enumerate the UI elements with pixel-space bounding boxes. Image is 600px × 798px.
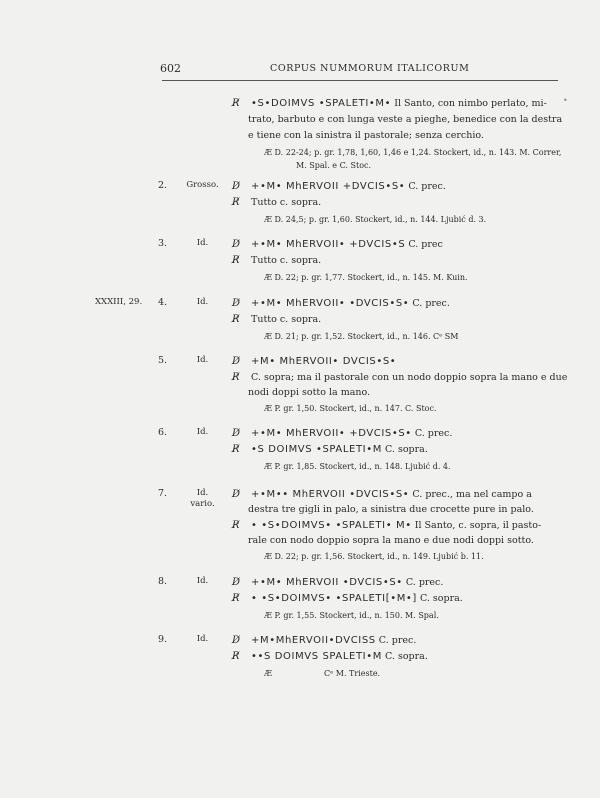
- reverse-description: Tutto c. sopra.: [251, 197, 322, 208]
- running-title: CORPUS NUMMORUM ITALICORUM: [270, 63, 470, 74]
- reference-line: M. Spal. e C. Stoc.: [296, 161, 372, 170]
- reference-line: Æ D. 22-24; p. gr. 1,78, 1,60, 1,46 e 1,24. Stockert, id., n. 143. M. Correr,: [264, 148, 562, 157]
- obverse-legend: +•M• MhERVOII •DVCIS•S•: [251, 577, 403, 588]
- page-header: [160, 62, 560, 78]
- reverse-marker: R̸: [232, 520, 240, 531]
- denomination: Id.: [196, 238, 209, 248]
- obverse-marker: D̸: [232, 298, 241, 309]
- denomination-line: vario.: [190, 499, 215, 509]
- reverse-description-line: trato, barbuto e con lunga veste a pieghe, benedice con la destra: [248, 114, 563, 125]
- reverse-legend: • •S•DOIMVS• •SPALETI• M•: [251, 520, 412, 531]
- reference-line: Æ D. 21; p. gr. 1,52. Stockert, id., n. 146. Cᵉ SM: [264, 332, 459, 341]
- denomination: Id.: [196, 427, 209, 437]
- obverse-description: C. prec: [408, 239, 443, 250]
- reverse-description-line: nodi doppi sotto la mano.: [248, 387, 371, 398]
- obverse-description: C. prec.: [408, 181, 446, 192]
- obverse-marker: D̸: [232, 181, 241, 192]
- reverse-legend: • •S•DOIMVS• •SPALETI[•M•]: [251, 593, 417, 604]
- reference-metal: Æ: [264, 669, 273, 678]
- obverse-description: C. prec., ma nel campo a: [412, 489, 532, 500]
- obverse-marker: D̸: [232, 489, 241, 500]
- reverse-description: Il Santo, c. sopra, il pasto-: [414, 520, 542, 531]
- denomination: Id.: [196, 634, 209, 644]
- reverse-description-line: e tiene con la sinistra il pastorale; senza cerchio.: [248, 130, 484, 141]
- entry-number: 2.: [158, 180, 168, 191]
- reverse-marker: R̸: [232, 593, 240, 604]
- entry-number: 7.: [158, 488, 168, 499]
- entry-number: 9.: [158, 634, 168, 645]
- reference-line: Æ P. gr. 1,50. Stockert, id., n. 147. C. Stoc.: [264, 404, 437, 413]
- entry-number: 5.: [158, 355, 168, 366]
- reverse-marker: R̸: [232, 255, 240, 266]
- obverse-legend: +M• MhERVOII• DVCIS•S•: [251, 356, 397, 367]
- obverse-legend: +•M• MhERVOII• •DVCIS•S•: [251, 298, 410, 309]
- reference-collection: Cᵉ M. Trieste.: [324, 669, 381, 678]
- plate-reference: XXXIII, 29.: [95, 297, 143, 307]
- reverse-legend: •S DOIMVS •SPALETI•M: [251, 444, 382, 455]
- reference-line: Æ D. 24,5; p. gr. 1,60. Stockert, id., n. 144. Ljubić d. 3.: [264, 215, 487, 224]
- denomination: [180, 488, 225, 510]
- reverse-description: C. sopra.: [419, 593, 463, 604]
- obverse-description: C. prec.: [412, 298, 450, 309]
- denomination-line: Id.: [196, 488, 209, 498]
- denomination: Id.: [196, 576, 209, 586]
- reverse-description: C. sopra; ma il pastorale con un nodo doppio sopra la mano e due: [251, 372, 568, 383]
- reverse-marker: R̸: [232, 314, 240, 325]
- obverse-legend: +•M• MhERVOII +DVCIS•S•: [251, 181, 406, 192]
- header-rule: [162, 80, 558, 81]
- denomination: Id.: [196, 355, 209, 365]
- entry-number: 4.: [158, 297, 168, 308]
- obverse-marker: D̸: [232, 428, 241, 439]
- reference-line: Æ D. 22; p. gr. 1,77. Stockert, id., n. 145. M. Kuin.: [264, 273, 468, 282]
- reverse-marker: R̸: [232, 651, 240, 662]
- obverse-legend: +•M•• MhERVOII •DVCIS•S•: [251, 489, 410, 500]
- reverse-marker: R̸: [232, 197, 240, 208]
- denomination: Grosso.: [186, 180, 219, 190]
- obverse-description: C. prec.: [378, 635, 417, 646]
- reverse-description: C. sopra.: [384, 444, 428, 455]
- reverse-description-line: rale con nodo doppio sopra la mano e due nodi doppi sotto.: [248, 535, 534, 546]
- reverse-marker: R̸: [232, 444, 240, 455]
- reverse-description: Tutto c. sopra.: [251, 314, 322, 325]
- reference-line: Æ P. gr. 1,55. Stockert, id., n. 150. M. Spal.: [264, 611, 439, 620]
- obverse-marker: D̸: [232, 577, 241, 588]
- denomination: Id.: [196, 297, 209, 307]
- reference-line: Æ P. gr. 1,85. Stockert, id., n. 148. Ljubić d. 4.: [264, 462, 451, 471]
- obverse-legend: +M•MhERVOII•DVCISS: [251, 635, 376, 646]
- reverse-description: C. sopra.: [384, 651, 428, 662]
- obverse-legend: +•M• MhERVOII• +DVCIS•S: [251, 239, 406, 250]
- reverse-marker: R̸: [232, 98, 240, 109]
- page-number: 602: [160, 62, 181, 75]
- reverse-marker: R̸: [232, 372, 240, 383]
- obverse-legend: +•M• MhERVOII• +DVCIS•S•: [251, 428, 412, 439]
- reverse-description: Il Santo, con nimbo perlato, mi-: [394, 98, 547, 109]
- entry-number: 3.: [158, 238, 168, 249]
- reverse-description: Tutto c. sopra.: [251, 255, 322, 266]
- entry-number: 6.: [158, 427, 168, 438]
- obverse-description: C. prec.: [414, 428, 453, 439]
- entry-number: 8.: [158, 576, 168, 587]
- obverse-marker: D̸: [232, 635, 241, 646]
- reference-line: Æ D. 22; p. gr. 1,56. Stockert, id., n. 149. Ljubić b. 11.: [264, 552, 484, 561]
- obverse-description-line: destra tre gigli in palo, a sinistra due crocette pure in palo.: [248, 504, 534, 515]
- reverse-legend: ••S DOIMVS SPALETI•M: [251, 651, 382, 662]
- obverse-description: C. prec.: [405, 577, 444, 588]
- obverse-marker: D̸: [232, 356, 241, 367]
- margin-mark: •: [563, 96, 568, 105]
- obverse-marker: D̸: [232, 239, 241, 250]
- reverse-legend: •S•DOIMVS •SPALETI•M•: [251, 98, 392, 109]
